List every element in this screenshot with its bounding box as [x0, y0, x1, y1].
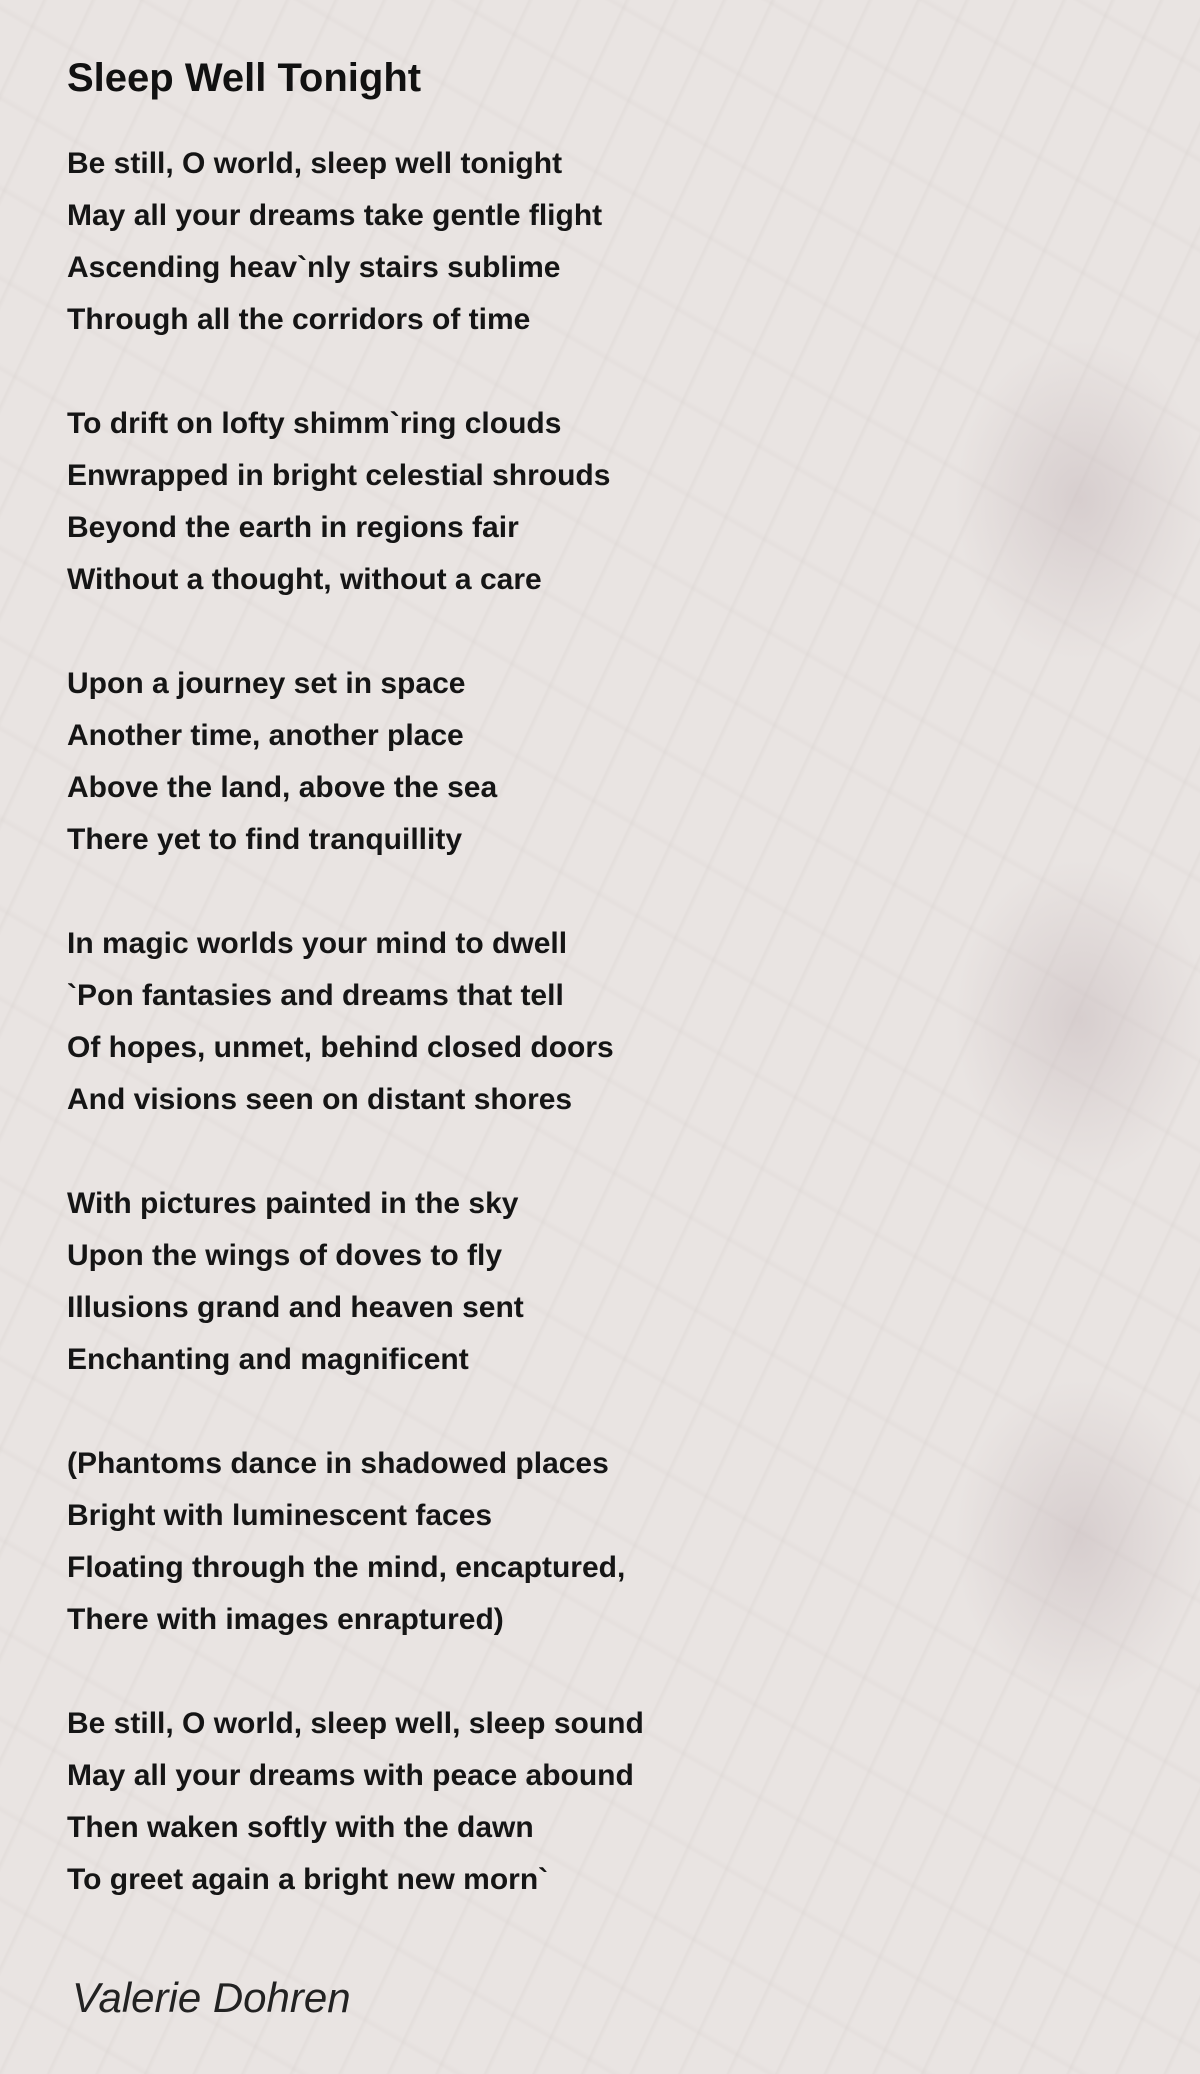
poem-line: May all your dreams take gentle flight [67, 199, 603, 232]
poem-line: Illusions grand and heaven sent [67, 1291, 524, 1324]
stanza-3 [67, 658, 1127, 866]
stanza-4 [67, 918, 1127, 1126]
poem-line: Of hopes, unmet, behind closed doors [67, 1031, 614, 1064]
stanza-5 [67, 1178, 1127, 1386]
stanza-2 [67, 398, 1127, 606]
poem-line: `Pon fantasies and dreams that tell [67, 979, 564, 1012]
poem-line: Upon the wings of doves to fly [67, 1239, 502, 1272]
poem-line: May all your dreams with peace abound [67, 1759, 634, 1792]
poem-line: Ascending heav`nly stairs sublime [67, 251, 561, 284]
stanza-6 [67, 1438, 1127, 1646]
poem-line: Beyond the earth in regions fair [67, 511, 519, 544]
poem-line: Another time, another place [67, 719, 464, 752]
poem-line: Floating through the mind, encaptured, [67, 1551, 626, 1584]
poem-line: With pictures painted in the sky [67, 1187, 519, 1220]
poem-line: In magic worlds your mind to dwell [67, 927, 568, 960]
poem-line: Without a thought, without a care [67, 563, 542, 596]
poem-line: Above the land, above the sea [67, 771, 498, 804]
poem-line: Upon a journey set in space [67, 667, 466, 700]
poem-line: Be still, O world, sleep well, sleep sound [67, 1707, 644, 1740]
stanza-1 [67, 138, 1127, 346]
poem-line: Then waken softly with the dawn [67, 1811, 534, 1844]
poem-line: And visions seen on distant shores [67, 1083, 573, 1116]
poem-line: Be still, O world, sleep well tonight [67, 147, 563, 180]
poem-line: Enwrapped in bright celestial shrouds [67, 459, 611, 492]
poem-line: There yet to find tranquillity [67, 823, 463, 856]
poem-line: Enchanting and magnificent [67, 1343, 469, 1376]
poem-line: Through all the corridors of time [67, 303, 531, 336]
poem-line: To greet again a bright new morn` [67, 1863, 549, 1896]
stanza-7 [67, 1698, 1127, 1906]
poem-line: To drift on lofty shimm`ring clouds [67, 407, 562, 440]
poem-line: Bright with luminescent faces [67, 1499, 493, 1532]
poem-container [67, 48, 1127, 1958]
poem-line: (Phantoms dance in shadowed places [67, 1447, 609, 1480]
poem-author: Valerie Dohren [72, 1974, 351, 2021]
poem-line: There with images enraptured) [67, 1603, 504, 1636]
poem-title: Sleep Well Tonight [67, 56, 422, 100]
